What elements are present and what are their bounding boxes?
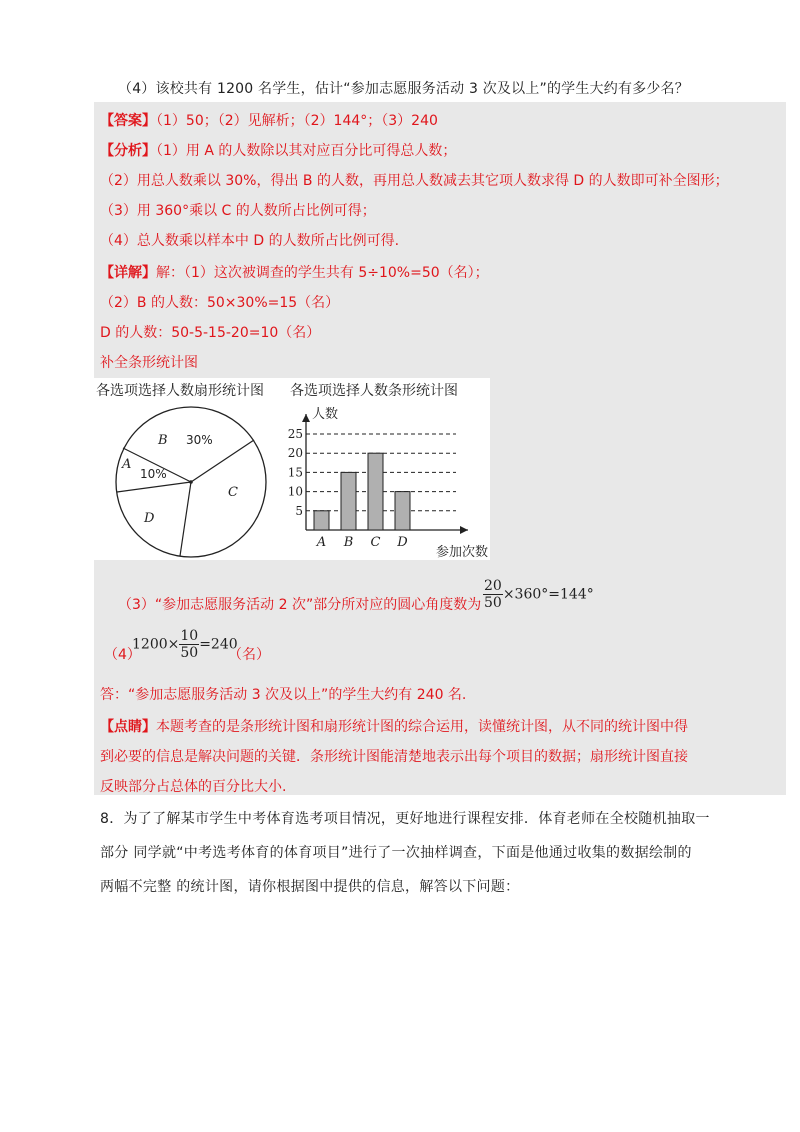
- pie-center: [189, 480, 193, 484]
- fraction-20-50: $\frac{20}{50}$: [484, 578, 502, 611]
- solution-4-prefix: （4）: [104, 647, 141, 663]
- formula-3: [483, 578, 594, 611]
- remark-tag: 【点睛】: [100, 719, 156, 735]
- analysis-line-4: （4）总人数乘以样本中 D 的人数所占比例可得.: [100, 233, 400, 249]
- remark-line-1: 【点睛】本题考查的是条形统计图和扇形统计图的综合运用，读懂统计图，从不同的统计图中得: [100, 719, 688, 735]
- bar-y-tick-15: 15: [287, 465, 303, 480]
- bar-y-axis-arrow: [302, 414, 310, 422]
- detail-line-3: D 的人数：50-5-15-20=10（名）: [100, 325, 321, 341]
- bar-x-tick-D: D: [397, 535, 408, 550]
- conclusion-line: 答：“参加志愿服务活动 3 次及以上”的学生大约有 240 名.: [100, 687, 467, 703]
- analysis-line-1: 【分析】（1）用 A 的人数除以其对应百分比可得总人数；: [100, 143, 457, 159]
- solution-3-text: （3）“参加志愿服务活动 2 次”部分所对应的圆心角度数为: [118, 597, 482, 613]
- pie-label-b-percent: 30%: [186, 433, 213, 447]
- analysis-tag: 【分析】: [100, 143, 156, 159]
- bar-chart-title: 各选项选择人数条形统计图: [290, 383, 458, 399]
- bar-y-tick-5: 5: [295, 503, 303, 518]
- bar-y-tick-25: 25: [287, 427, 303, 441]
- bar-y-axis-label: 人数: [312, 407, 339, 422]
- formula-3-rest: ×360°=144°: [502, 586, 594, 603]
- fraction-10-50: $\frac{10}{50}$: [180, 628, 199, 661]
- question-8-line-1: 8．为了了解某市学生中考体育选考项目情况，更好地进行课程安排．体育老师在全校随机抽取一: [100, 811, 710, 827]
- pie-label-b: B: [158, 433, 168, 448]
- pie-chart: [94, 400, 274, 560]
- bar-chart: [280, 400, 490, 560]
- pie-divider-cd: [180, 482, 191, 556]
- detail-line-1: 【详解】解：（1）这次被调查的学生共有 5÷10%=50（名）；: [100, 265, 489, 281]
- answer-text: （1）50；（2）见解析；（2）144°；（3）240: [156, 113, 438, 129]
- statistics-figure: [94, 378, 490, 560]
- bar-y-tick-20: 20: [287, 446, 303, 461]
- bar-x-tick-C: C: [370, 535, 381, 550]
- bar-y-tick-10: 10: [287, 484, 303, 499]
- bar-x-tick-A: A: [316, 535, 327, 550]
- question-8-line-3: 两幅不完整 的统计图，请你根据图中提供的信息，解答以下问题：: [100, 879, 520, 895]
- question-4: （4）该校共有 1200 名学生，估计“参加志愿服务活动 3 次及以上”的学生大约有多少名？: [118, 81, 689, 97]
- solution-4-unit: （名）: [228, 647, 270, 663]
- pie-label-d: D: [144, 511, 155, 526]
- detail-line-4: 补全条形统计图: [100, 355, 198, 371]
- solution-3: [118, 594, 481, 614]
- pie-label-a: A: [122, 457, 132, 472]
- bar-D: [395, 492, 410, 530]
- remark-line-3: 反映部分占总体的百分比大小.: [100, 779, 287, 795]
- pie-label-a-percent: 10%: [140, 467, 167, 481]
- bar-x-axis-label: 参加次数: [435, 545, 488, 560]
- detail-line-2: （2）B 的人数：50×30%=15（名）: [100, 295, 340, 311]
- bar-A: [314, 511, 329, 530]
- pie-label-c: C: [228, 485, 238, 500]
- answer-tag: 【答案】: [100, 113, 156, 129]
- question-8-line-2: 部分 同学就“中考选考体育的体育项目”进行了一次抽样调查，下面是他通过收集的数据绘制的: [100, 845, 692, 861]
- pie-chart-title: 各选项选择人数扇形统计图: [96, 383, 264, 399]
- bar-C: [368, 453, 383, 530]
- pie-divider-da: [117, 482, 191, 492]
- remark-line-2: 到必要的信息是解决问题的关键．条形统计图能清楚地表示出每个项目的数据；扇形统计图直接: [100, 749, 688, 765]
- analysis-line-3: （3）用 360°乘以 C 的人数所占比例可得；: [100, 203, 376, 219]
- analysis-line-2: （2）用总人数乘以 30%，得出 B 的人数，再用总人数减去其它项人数求得 D 的人数即可补全图形；: [100, 173, 729, 189]
- formula-4: 1200× $\frac{10}{50}$ =240: [132, 628, 238, 661]
- detail-tag: 【详解】: [100, 265, 156, 281]
- bar-x-axis-arrow: [460, 526, 468, 534]
- bar-B: [341, 472, 356, 530]
- answer-line: [100, 110, 438, 130]
- bar-x-tick-B: B: [343, 535, 354, 550]
